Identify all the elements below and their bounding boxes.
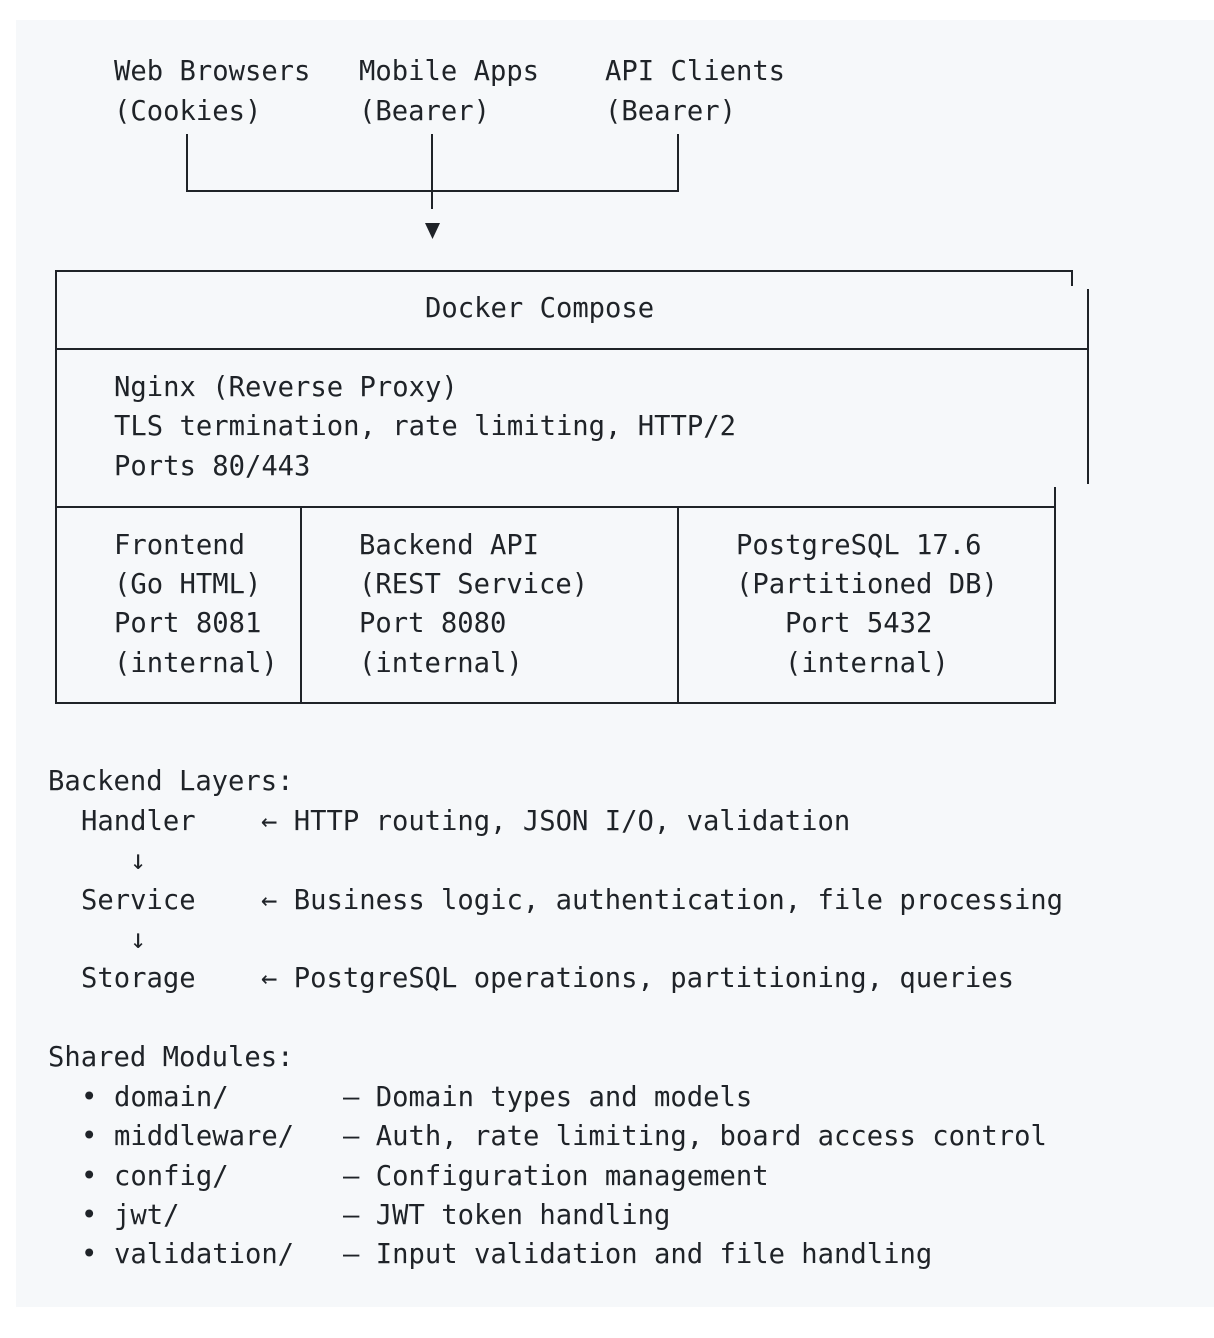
frontend-scope: (internal): [114, 648, 278, 679]
module-middleware-name: middleware/: [114, 1121, 295, 1152]
module-config-desc: – Configuration management: [343, 1161, 769, 1192]
postgres-port: Port 5432: [785, 608, 933, 639]
layer-handler-desc: ← HTTP routing, JSON I/O, validation: [261, 806, 851, 837]
module-validation-desc: – Input validation and file handling: [343, 1239, 933, 1270]
arrow-down-icon: [425, 223, 440, 239]
module-bullet: •: [81, 1082, 98, 1113]
layer-storage-name: Storage: [81, 963, 196, 994]
frontend-name: Frontend: [114, 530, 245, 561]
client-api-clients: API Clients: [605, 56, 786, 87]
backend-scope: (internal): [359, 648, 523, 679]
frontend-port: Port 8081: [114, 608, 262, 639]
layer-service-desc: ← Business logic, authentication, file processing: [261, 885, 1064, 916]
layer-arrow-2: ↓: [130, 924, 147, 955]
layer-service-name: Service: [81, 885, 196, 916]
module-jwt-desc: – JWT token handling: [343, 1200, 671, 1231]
module-domain-desc: – Domain types and models: [343, 1082, 753, 1113]
module-bullet: •: [81, 1161, 98, 1192]
module-jwt-name: jwt/: [114, 1200, 180, 1231]
nginx-name: Nginx (Reverse Proxy): [114, 372, 458, 403]
postgres-name: PostgreSQL 17.6: [736, 530, 982, 561]
client-web-browsers-auth: (Cookies): [114, 96, 262, 127]
module-middleware-desc: – Auth, rate limiting, board access control: [343, 1121, 1047, 1152]
module-domain-name: domain/: [114, 1082, 229, 1113]
nginx-features: TLS termination, rate limiting, HTTP/2: [114, 411, 736, 442]
frontend-desc: (Go HTML): [114, 569, 262, 600]
client-mobile-apps: Mobile Apps: [359, 56, 540, 87]
postgres-scope: (internal): [785, 648, 949, 679]
client-connectors: [187, 135, 678, 208]
module-bullet: •: [81, 1239, 98, 1270]
module-bullet: •: [81, 1200, 98, 1231]
backend-port: Port 8080: [359, 608, 507, 639]
backend-name: Backend API: [359, 530, 540, 561]
nginx-ports: Ports 80/443: [114, 451, 311, 482]
docker-compose-title: Docker Compose: [425, 293, 655, 324]
client-mobile-apps-auth: (Bearer): [359, 96, 490, 127]
shared-modules-heading: Shared Modules:: [48, 1042, 294, 1073]
client-api-clients-auth: (Bearer): [605, 96, 736, 127]
backend-layers-heading: Backend Layers:: [48, 766, 294, 797]
module-config-name: config/: [114, 1161, 229, 1192]
layer-storage-desc: ← PostgreSQL operations, partitioning, queries: [261, 963, 1014, 994]
postgres-desc: (Partitioned DB): [736, 569, 998, 600]
layer-handler-name: Handler: [81, 806, 196, 837]
layer-arrow-1: ↓: [130, 845, 147, 876]
client-web-browsers: Web Browsers: [114, 56, 311, 87]
module-bullet: •: [81, 1121, 98, 1152]
module-validation-name: validation/: [114, 1239, 295, 1270]
backend-desc: (REST Service): [359, 569, 589, 600]
